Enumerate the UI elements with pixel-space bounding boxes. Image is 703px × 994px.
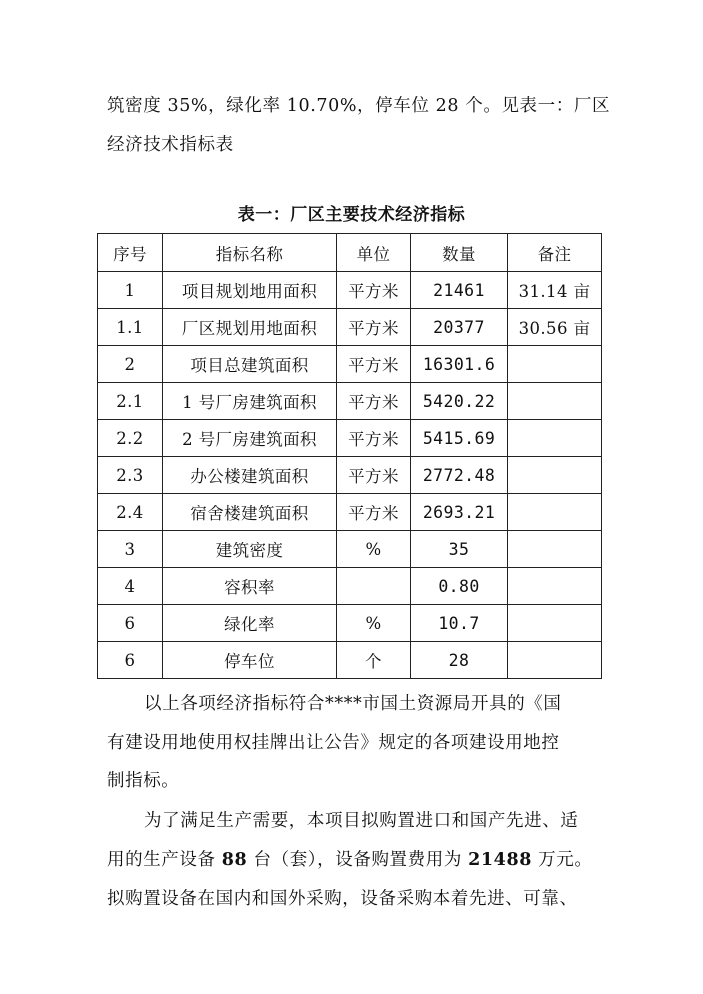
unit: 平方米 bbox=[337, 494, 411, 531]
para2-text: 用的生产设备 bbox=[107, 850, 222, 870]
intro-line-1: 筑密度 35%，绿化率 10.70%，停车位 28 个。见表一：厂区 bbox=[107, 96, 611, 116]
para2-line-2 bbox=[107, 846, 592, 871]
indicator-name: 办公楼建筑面积 bbox=[163, 457, 337, 494]
equipment-cost: 21488 bbox=[468, 850, 532, 870]
table-row bbox=[98, 457, 602, 494]
row-index: 2 bbox=[98, 346, 163, 383]
table-row bbox=[98, 494, 602, 531]
para2-text: 万元。 bbox=[532, 850, 593, 870]
table-row bbox=[98, 605, 602, 642]
quantity: 2693.21 bbox=[411, 494, 508, 531]
row-index: 6 bbox=[98, 605, 163, 642]
unit: 平方米 bbox=[337, 457, 411, 494]
para2-line-1: 为了满足生产需要，本项目拟购置进口和国产先进、适 bbox=[144, 811, 579, 831]
remark bbox=[508, 568, 602, 605]
remark bbox=[508, 420, 602, 457]
row-index: 6 bbox=[98, 642, 163, 679]
header-cell: 备注 bbox=[508, 234, 602, 272]
indicator-name: 停车位 bbox=[163, 642, 337, 679]
quantity: 20377 bbox=[411, 309, 508, 346]
row-index: 4 bbox=[98, 568, 163, 605]
indicator-name: 项目总建筑面积 bbox=[163, 346, 337, 383]
para1-line-2: 有建设用地使用权挂牌出让公告》规定的各项建设用地控 bbox=[107, 733, 560, 753]
row-index: 2.4 bbox=[98, 494, 163, 531]
indicator-name: 项目规划地用面积 bbox=[163, 272, 337, 309]
row-index: 3 bbox=[98, 531, 163, 568]
quantity: 5420.22 bbox=[411, 383, 508, 420]
row-index: 2.2 bbox=[98, 420, 163, 457]
header-cell: 指标名称 bbox=[163, 234, 337, 272]
remark bbox=[508, 457, 602, 494]
quantity: 35 bbox=[411, 531, 508, 568]
remark bbox=[508, 531, 602, 568]
row-index: 2.3 bbox=[98, 457, 163, 494]
quantity: 0.80 bbox=[411, 568, 508, 605]
indicator-name: 厂区规划用地面积 bbox=[163, 309, 337, 346]
remark: 31.14 亩 bbox=[508, 272, 602, 309]
table-title: 表一：厂区主要技术经济指标 bbox=[237, 205, 466, 225]
table-row bbox=[98, 568, 602, 605]
table-header-row bbox=[98, 234, 602, 272]
table-row bbox=[98, 642, 602, 679]
unit: 平方米 bbox=[337, 420, 411, 457]
intro-line-2: 经济技术指标表 bbox=[107, 135, 234, 155]
quantity: 10.7 bbox=[411, 605, 508, 642]
quantity: 2772.48 bbox=[411, 457, 508, 494]
unit: 平方米 bbox=[337, 383, 411, 420]
remark: 30.56 亩 bbox=[508, 309, 602, 346]
row-index: 1 bbox=[98, 272, 163, 309]
para1-line-3: 制指标。 bbox=[107, 771, 180, 791]
remark bbox=[508, 642, 602, 679]
remark bbox=[508, 383, 602, 420]
table-row bbox=[98, 531, 602, 568]
kpi-table bbox=[97, 233, 602, 679]
table-row bbox=[98, 346, 602, 383]
table-row bbox=[98, 383, 602, 420]
remark bbox=[508, 346, 602, 383]
remark bbox=[508, 605, 602, 642]
unit: 平方米 bbox=[337, 272, 411, 309]
header-cell: 数量 bbox=[411, 234, 508, 272]
header-cell: 序号 bbox=[98, 234, 163, 272]
indicator-name: 容积率 bbox=[163, 568, 337, 605]
para2-text: 台（套），设备购置费用为 bbox=[247, 850, 469, 870]
quantity: 16301.6 bbox=[411, 346, 508, 383]
table-row bbox=[98, 420, 602, 457]
indicator-name: 建筑密度 bbox=[163, 531, 337, 568]
unit: 平方米 bbox=[337, 309, 411, 346]
indicator-name: 宿舍楼建筑面积 bbox=[163, 494, 337, 531]
quantity: 28 bbox=[411, 642, 508, 679]
quantity: 21461 bbox=[411, 272, 508, 309]
equipment-count: 88 bbox=[221, 850, 248, 870]
para2-line-3: 拟购置设备在国内和国外采购，设备采购本着先进、可靠、 bbox=[107, 889, 578, 909]
indicator-name: 1 号厂房建筑面积 bbox=[163, 383, 337, 420]
unit: % bbox=[337, 605, 411, 642]
unit: 平方米 bbox=[337, 346, 411, 383]
unit bbox=[337, 568, 411, 605]
para1-line-1: 以上各项经济指标符合****市国土资源局开具的《国 bbox=[144, 694, 562, 714]
table-row bbox=[98, 272, 602, 309]
indicator-name: 绿化率 bbox=[163, 605, 337, 642]
indicator-name: 2 号厂房建筑面积 bbox=[163, 420, 337, 457]
header-cell: 单位 bbox=[337, 234, 411, 272]
unit: 个 bbox=[337, 642, 411, 679]
quantity: 5415.69 bbox=[411, 420, 508, 457]
row-index: 1.1 bbox=[98, 309, 163, 346]
row-index: 2.1 bbox=[98, 383, 163, 420]
unit: % bbox=[337, 531, 411, 568]
remark bbox=[508, 494, 602, 531]
table-row bbox=[98, 309, 602, 346]
